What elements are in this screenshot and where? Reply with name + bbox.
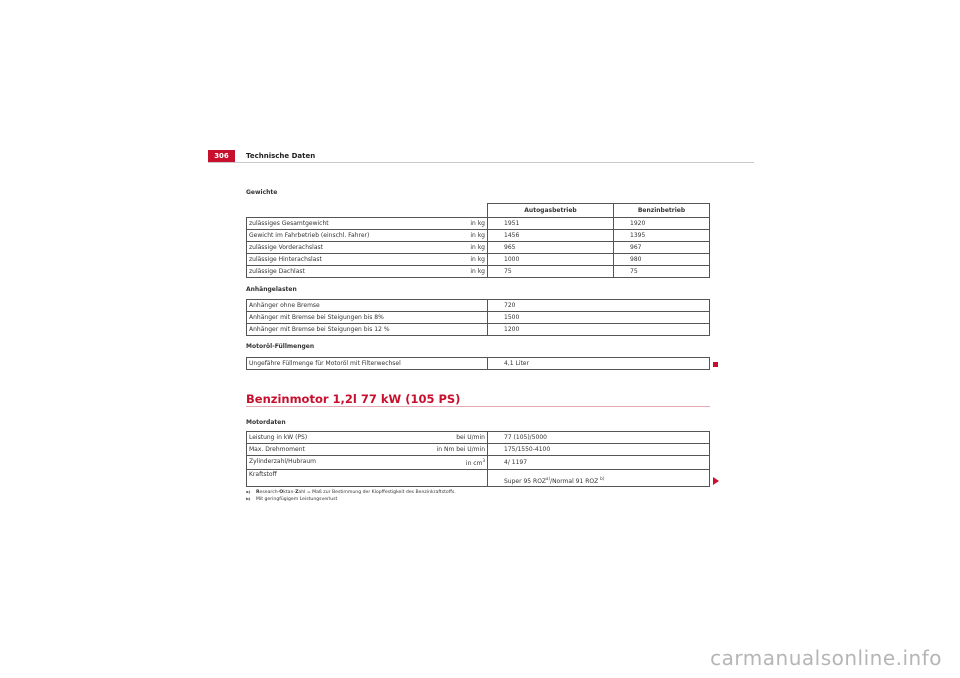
footnote-mark: a)	[246, 489, 251, 494]
value-autogas: 965	[488, 242, 614, 254]
row-unit	[466, 458, 485, 467]
table-row	[247, 470, 710, 487]
table-row	[247, 230, 710, 242]
table-row	[247, 358, 710, 370]
row-value: 77 (105)/5000	[488, 432, 710, 444]
motoroel-table	[246, 357, 710, 370]
section-end-marker	[713, 362, 718, 367]
section-heading-motordaten: Motordaten	[246, 419, 286, 426]
value-benzin: 1920	[614, 218, 710, 230]
footnote-ref-a: a)	[546, 476, 551, 481]
row-unit: in kg	[470, 244, 485, 251]
row-value	[488, 470, 710, 487]
section-heading-anhaengelasten: Anhängelasten	[246, 286, 297, 293]
value-autogas: 1456	[488, 230, 614, 242]
row-label: zulässige Hinterachslast	[249, 256, 322, 263]
anhaengelasten-table	[246, 299, 710, 336]
fuel-value: Super 95 ROZ	[504, 478, 547, 485]
value-autogas: 75	[488, 266, 614, 278]
row-unit: in kg	[470, 220, 485, 227]
row-label: Zylinderzahl/Hubraum	[249, 458, 316, 465]
table-row	[247, 456, 710, 470]
col-header-autogas: Autogasbetrieb	[488, 204, 614, 218]
section-heading-gewichte: Gewichte	[246, 189, 278, 196]
row-value: 1500	[488, 312, 710, 324]
unit-text: in cm	[465, 460, 483, 467]
table-row	[247, 254, 710, 266]
table-row	[247, 242, 710, 254]
table-row	[247, 444, 710, 456]
row-label: Gewicht im Fahrbetrieb (einschl. Fahrer)	[249, 232, 370, 239]
motordaten-table	[246, 431, 710, 487]
section-heading-motoroel: Motoröl-Füllmengen	[246, 343, 315, 350]
row-unit: in Nm bei U/min	[436, 446, 485, 453]
engine-title-underline	[246, 406, 710, 407]
row-label: Anhänger ohne Bremse	[247, 300, 488, 312]
next-page-arrow-icon	[713, 477, 719, 485]
row-label: Max. Drehmoment	[249, 446, 305, 453]
footnote-a: a) Research-Oktan-Zahl = Maß zur Bestimmung der Klopffestigkeit des Benzinkraftstoffs.	[246, 489, 456, 495]
table-row	[247, 324, 710, 336]
row-value: 4/ 1197	[488, 456, 710, 470]
table-row	[247, 218, 710, 230]
header-divider	[208, 162, 754, 163]
row-unit: bei U/min	[456, 434, 485, 441]
footnote-text: Mit geringfügigem Leistungsverlust	[256, 497, 338, 502]
row-label: Leistung in kW (PS)	[249, 434, 308, 441]
gewichte-table	[246, 203, 710, 278]
unit-superscript: 3	[482, 458, 485, 463]
table-row	[247, 300, 710, 312]
table-row	[247, 266, 710, 278]
engine-title: Benzinmotor 1,2l 77 kW (105 PS)	[246, 392, 461, 406]
value-benzin: 980	[614, 254, 710, 266]
table-header-row	[247, 204, 710, 218]
value-benzin: 75	[614, 266, 710, 278]
table-row	[247, 312, 710, 324]
footnote-mark: b)	[246, 496, 251, 501]
page-number: 306	[208, 150, 235, 162]
row-unit: in kg	[470, 232, 485, 239]
value-autogas: 1951	[488, 218, 614, 230]
row-label: Kraftstoff	[249, 471, 277, 478]
fuel-value-rest: /Normal 91 ROZ	[550, 478, 601, 485]
table-row	[247, 432, 710, 444]
row-label: zulässiges Gesamtgewicht	[249, 220, 329, 227]
value-benzin: 967	[614, 242, 710, 254]
row-value: 720	[488, 300, 710, 312]
value-benzin: 1395	[614, 230, 710, 242]
watermark-text: carmanualsonline.info	[710, 646, 942, 670]
col-header-benzin: Benzinbetrieb	[614, 204, 710, 218]
row-label: Ungefähre Füllmenge für Motoröl mit Filterwechsel	[247, 358, 488, 370]
row-unit: in kg	[470, 268, 485, 275]
row-label: zulässige Dachlast	[249, 268, 305, 275]
value-autogas: 1000	[488, 254, 614, 266]
page-title: Technische Daten	[246, 152, 316, 160]
row-value: 4,1 Liter	[488, 358, 710, 370]
row-label: Anhänger mit Bremse bei Steigungen bis 12 %	[247, 324, 488, 336]
row-label: Anhänger mit Bremse bei Steigungen bis 8%	[247, 312, 488, 324]
footnote-b	[246, 497, 337, 502]
footnote-ref-b: b)	[600, 476, 605, 481]
row-value: 175/1550-4100	[488, 444, 710, 456]
row-unit: in kg	[470, 256, 485, 263]
row-label: zulässige Vorderachslast	[249, 244, 323, 251]
row-value: 1200	[488, 324, 710, 336]
